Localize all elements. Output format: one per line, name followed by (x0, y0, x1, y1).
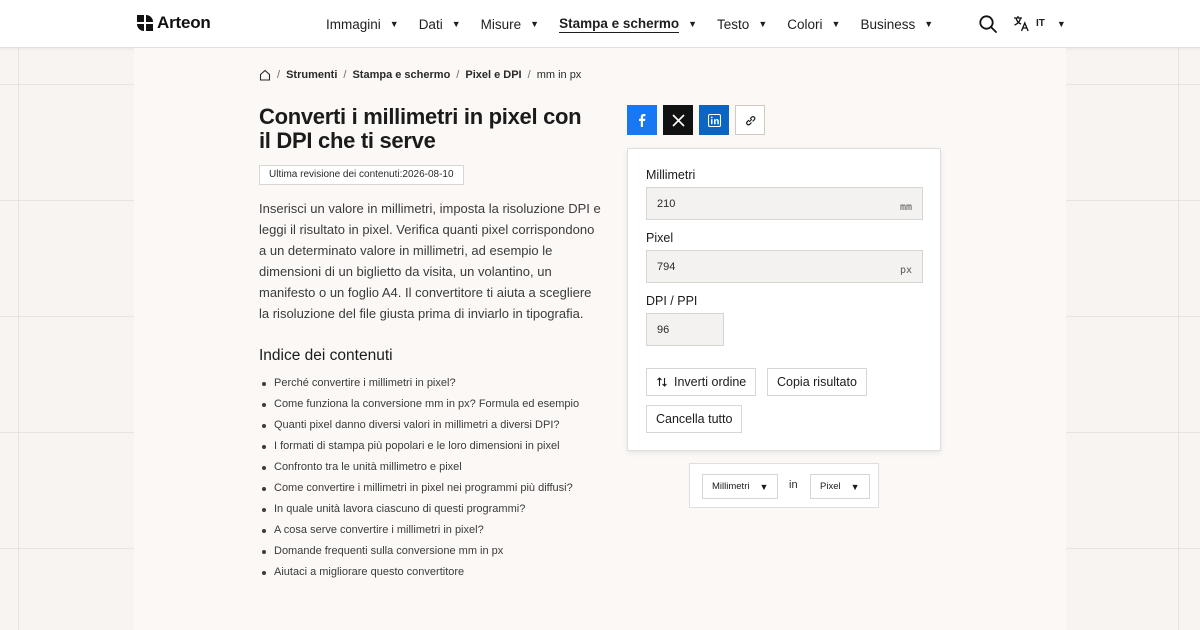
search-icon (978, 14, 998, 34)
language-code: IT (1036, 18, 1045, 29)
chevron-down-icon: ▼ (759, 481, 769, 492)
brand-name: Arteon (157, 13, 211, 32)
unit-connector: in (789, 479, 798, 491)
swap-vertical-icon (656, 376, 668, 388)
revision-badge: Ultima revisione dei contenuti:2026-08-10 (259, 165, 464, 185)
chevron-down-icon: ▼ (451, 19, 461, 29)
toc-item[interactable]: I formati di stampa più popolari e le loro dimensioni in pixel (259, 436, 579, 457)
toc-heading: Indice dei contenuti (259, 347, 393, 364)
toc-item[interactable]: Aiutaci a migliorare questo convertitore (259, 562, 579, 583)
x-icon (672, 114, 685, 127)
brand-logo[interactable] (137, 13, 211, 33)
table-of-contents (259, 373, 579, 583)
chevron-down-icon: ▼ (389, 19, 399, 29)
chevron-down-icon: ▼ (850, 481, 860, 492)
clear-all-label: Cancella tutto (656, 412, 733, 426)
nav-item-colori[interactable] (787, 0, 840, 48)
toc-item[interactable]: Come funziona la conversione mm in px? Formula ed esempio (259, 394, 579, 415)
share-facebook-button[interactable] (627, 105, 657, 135)
nav-item-label: Misure (480, 16, 522, 32)
to-unit-select[interactable] (810, 474, 870, 499)
swap-order-label: Inverti ordine (674, 375, 747, 389)
breadcrumb-current: mm in px (536, 69, 582, 81)
to-unit-value: Pixel (820, 481, 841, 492)
toc-item[interactable]: Perché convertire i millimetri in pixel? (259, 373, 579, 394)
page-title: Converti i millimetri in pixel con il DPI che ti serve (259, 104, 582, 153)
breadcrumb-link-pixel-e-dpi[interactable]: Pixel e DPI (465, 69, 522, 81)
toc-item[interactable]: Domande frequenti sulla conversione mm in px (259, 541, 579, 562)
top-navigation-bar (0, 0, 1200, 48)
converter-panel (627, 148, 941, 451)
millimeters-label: Millimetri (646, 168, 696, 182)
dpi-input[interactable] (646, 313, 724, 346)
home-icon[interactable] (259, 69, 271, 81)
logo-mark-icon (137, 15, 153, 31)
dpi-label: DPI / PPI (646, 294, 698, 308)
nav-item-immagini[interactable] (326, 0, 399, 48)
from-unit-select[interactable] (702, 474, 778, 499)
copy-result-button[interactable] (767, 368, 867, 396)
breadcrumb-link-stampa-e-schermo[interactable]: Stampa e schermo (352, 69, 451, 81)
dpi-value: 96 (657, 323, 670, 336)
from-unit-value: Millimetri (712, 481, 750, 492)
nav-item-testo[interactable] (717, 0, 767, 48)
chevron-down-icon: ▼ (688, 19, 698, 29)
breadcrumb-separator: / (343, 69, 347, 81)
linkedin-icon (708, 114, 721, 127)
breadcrumb (259, 69, 581, 81)
chevron-down-icon: ▼ (831, 19, 841, 29)
search-button[interactable] (978, 14, 998, 34)
unit-selector-bar (689, 463, 879, 508)
toc-item[interactable]: Come convertire i millimetri in pixel nei programmi più diffusi? (259, 478, 579, 499)
nav-item-misure[interactable] (481, 0, 539, 48)
clear-all-button[interactable] (646, 405, 742, 433)
toc-item[interactable]: Quanti pixel danno diversi valori in millimetri a diversi DPI? (259, 415, 579, 436)
translate-icon (1013, 15, 1030, 32)
nav-item-label: Stampa e schermo (559, 15, 680, 31)
language-switcher[interactable] (1013, 15, 1066, 32)
pixels-label: Pixel (646, 231, 674, 245)
toc-item[interactable]: A cosa serve convertire i millimetri in pixel? (259, 520, 579, 541)
link-icon (744, 114, 757, 127)
chevron-down-icon: ▼ (530, 19, 540, 29)
share-x-button[interactable] (663, 105, 693, 135)
pixels-value: 794 (657, 260, 676, 273)
millimeters-value: 210 (657, 197, 676, 210)
millimeters-input[interactable] (646, 187, 923, 220)
breadcrumb-link-strumenti[interactable]: Strumenti (286, 69, 338, 81)
facebook-icon (635, 113, 649, 127)
main-nav (326, 0, 953, 48)
copy-result-label: Copia risultato (777, 375, 857, 389)
chevron-down-icon: ▼ (1056, 18, 1066, 29)
swap-order-button[interactable] (646, 368, 756, 396)
share-buttons (627, 105, 765, 135)
millimeters-unit: mm (899, 202, 912, 213)
chevron-down-icon: ▼ (924, 19, 934, 29)
nav-item-label: Testo (717, 16, 750, 32)
nav-item-dati[interactable] (419, 0, 461, 48)
share-linkedin-button[interactable] (699, 105, 729, 135)
nav-item-label: Colori (787, 16, 823, 32)
nav-item-label: Dati (418, 16, 443, 32)
nav-item-business[interactable] (860, 0, 933, 48)
breadcrumb-separator: / (277, 69, 281, 81)
breadcrumb-separator: / (527, 69, 531, 81)
intro-paragraph: Inserisci un valore in millimetri, imposta la risoluzione DPI e leggi il risultato in pixel. Verifica quanti pixel corrispondono a un determinato valore in millimetri, ad esempio le dimensioni di un biglietto da visita, un volantino, un manifesto o un foglio A4. Il convertitore ti aiuta a scegliere la risoluzione del file giusta prima di inviarlo in tipografia. (259, 201, 601, 321)
pixels-unit: px (899, 265, 912, 276)
nav-item-label: Business (860, 16, 916, 32)
pixels-input[interactable] (646, 250, 923, 283)
copy-link-button[interactable] (735, 105, 765, 135)
toc-item[interactable]: In quale unità lavora ciascuno di questi programmi? (259, 499, 579, 520)
toc-item[interactable]: Confronto tra le unità millimetro e pixel (259, 457, 579, 478)
nav-item-stampa-e-schermo[interactable] (559, 0, 697, 48)
nav-item-label: Immagini (326, 16, 381, 32)
breadcrumb-separator: / (456, 69, 460, 81)
chevron-down-icon: ▼ (758, 19, 768, 29)
